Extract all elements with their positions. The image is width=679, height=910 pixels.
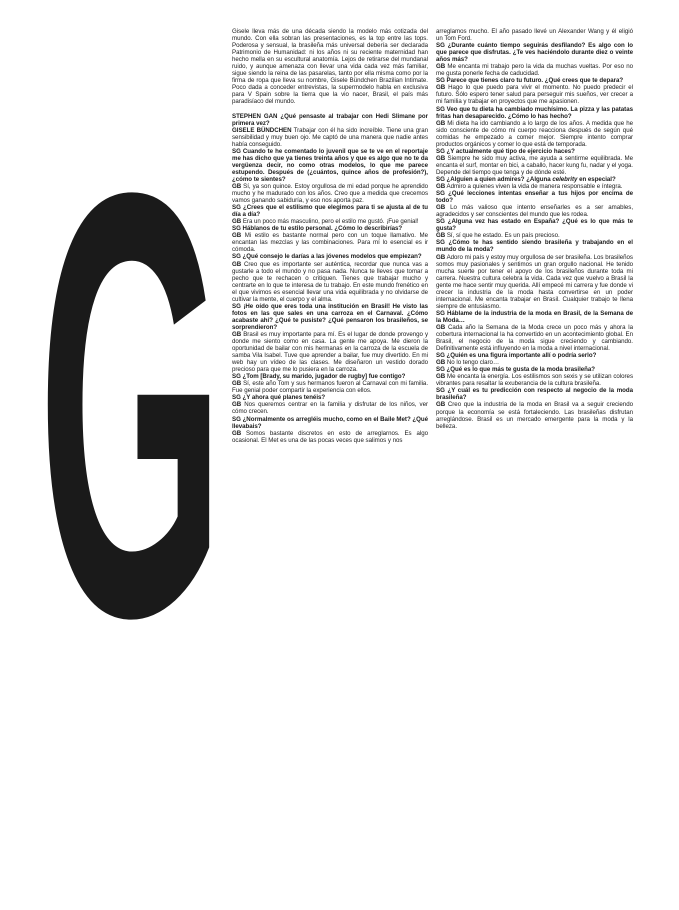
- question-text: Veo que tu dieta ha cambiado muchísimo. La pizza y las patatas fritas han desaparecido. ¿Cómo lo has hecho?: [436, 105, 633, 120]
- qa-question: [232, 225, 428, 232]
- qa-answer: [232, 380, 428, 394]
- qa-question: [436, 42, 633, 63]
- answer-text: Me encanta mi trabajo pero la vida da muchas vueltas. Por eso no me gusta ponerle fecha de caducidad.: [436, 63, 633, 78]
- qa-answer: [436, 63, 633, 77]
- speaker-initials: GB: [232, 401, 242, 409]
- answer-text: Sí, ya son quince. Estoy orgullosa de mi edad porque he aprendido mucho y he madurado con los años. Creo que a medida que crecemos vamos ganando sabiduría, y eso nos aporta paz.: [232, 182, 428, 205]
- speaker-initials: SG: [232, 253, 241, 261]
- qa-answer: [436, 155, 633, 176]
- question-text: Parece que tienes claro tu futuro. ¿Qué crees que te depara?: [446, 77, 624, 85]
- answer-text: Nos queremos centrar en la familia y disfrutar de los niños, ver cómo crecen.: [232, 401, 428, 416]
- speaker-initials: SG: [232, 147, 241, 155]
- qa-question: [436, 310, 633, 324]
- speaker-initials: SG: [436, 239, 445, 247]
- question-text: ¿Y ahora qué planes tenéis?: [242, 394, 326, 402]
- answer-text: Cada año la Semana de la Moda crece un poco más y ahora la cobertura internacional la ha convertido en un acontecimiento global. En Brasil, el negocio de la moda sigue creciendo y cambiando. Definitivamente está influyendo en la moda a nivel internacional.: [436, 323, 633, 353]
- answer-text: Brasil es muy importante para mí. Es el lugar de donde provengo y donde me siento como en casa. La gente me apoya. Me dieron la oportunidad de bailar con mis hermanas en la carroza de la escuela de samba Vila Isabel. Tuve que aprender a bailar, fue muy divertido. En mi web hay un vídeo de las clases. Me diseñaron un vestido dorado precioso para que me lo pusiera en la carroza.: [232, 330, 428, 374]
- speaker-initials: SG: [436, 366, 445, 374]
- qa-answer-continued: [436, 28, 633, 42]
- question-text: ¿Normalmente os arregléis mucho, como en el Baile Met? ¿Qué llevabais?: [232, 415, 428, 430]
- speaker-initials: SG: [232, 394, 241, 402]
- qa-answer: [232, 218, 428, 225]
- qa-question: [232, 253, 428, 260]
- question-text: ¿Qué consejo le darías a las jóvenes modelos que empiezan?: [242, 253, 422, 261]
- speaker-initials: GB: [232, 380, 242, 388]
- question-text-part-2: en especial?: [577, 175, 616, 183]
- speaker-initials: SG: [436, 387, 445, 395]
- qa-question: [232, 394, 428, 401]
- speaker-initials: GB: [232, 232, 242, 240]
- answer-text: arreglamos mucho. El año pasado llevé un Alexander Wang y él eligió un Tom Ford.: [436, 28, 633, 43]
- qa-answer: [436, 204, 633, 218]
- qa-answer: [436, 324, 633, 352]
- speaker-initials: GB: [436, 204, 446, 212]
- speaker-initials: GB: [436, 154, 446, 162]
- question-text: ¡He oído que eres toda una institución en Brasil! He visto las fotos en las que sales en una carroza en el Carnaval. ¿Cómo acabaste ahí? ¿Qué te pusiste? ¿Qué pensaron los brasileños, se sorprendieron?: [232, 302, 428, 331]
- speaker-initials: SG: [436, 147, 445, 155]
- qa-answer: [436, 183, 633, 190]
- answer-text: Creo que es importante ser auténtica, recordar que nunca vas a gustarle a todo el mundo y no pasa nada. Nunca te lleves que tomar a pecho que te rechacen o critiquen. Tienes que trabajar mucho y centrarte en lo que te interesa de tu trabajo. En este mundo frenético en el que vivimos es esencial llevar una vida equilibrada y no olvidarse de cultivar la mente, el cuerpo y el alma.: [232, 260, 428, 303]
- decorative-big-letter-g: [36, 30, 226, 630]
- speaker-initials: SG: [232, 373, 241, 381]
- answer-text: Me encanta la energía. Los estilismos son sexis y se utilizan colores vibrantes para resaltar la exuberancia de la cultura brasileña.: [436, 373, 633, 388]
- speaker-initials: STEPHEN GAN: [232, 112, 278, 120]
- qa-question: [436, 148, 633, 155]
- qa-answer: [436, 373, 633, 387]
- speaker-initials: GB: [232, 429, 242, 437]
- answer-text: Era un poco más masculino, pero el estilo me gustó. ¡Fue genial!: [242, 218, 419, 226]
- qa-question: [436, 106, 633, 120]
- qa-answer: [232, 232, 428, 253]
- qa-question: [232, 373, 428, 380]
- qa-answer: [436, 232, 633, 239]
- question-text: ¿Durante cuánto tiempo seguirás desfilando? Es algo con lo que parece que disfrutas. ¿Te ves haciéndolo durante diez o veinte años más?: [436, 42, 633, 64]
- speaker-initials: GB: [232, 330, 242, 338]
- question-text-italic: celebrity: [552, 175, 578, 183]
- qa-answer: [232, 331, 428, 373]
- answer-text: Sí, este año Tom y sus hermanos fueron al Carnaval con mi familia. Fue genial poder compartir la experiencia con ellos.: [232, 380, 428, 395]
- speaker-initials: SG: [436, 77, 445, 85]
- question-text: ¿Tom [Brady, su marido, jugador de rugby] fue contigo?: [242, 373, 406, 381]
- answer-text: Siempre he sido muy activa, me ayuda a sentirme equilibrada. Me encanta el surf, montar en bici, a caballo, hacer kung fu, nadar y el yoga. Depende del tiempo que tenga y de dónde esté.: [436, 154, 633, 176]
- answer-text: Mi estilo es bastante normal pero con un toque llamativo. Me encantan las mezclas y las combinaciones. Para mí lo esencial es ir cómoda.: [232, 232, 428, 254]
- question-text: ¿Qué es lo que más te gusta de la moda brasileña?: [446, 366, 596, 374]
- speaker-initials: SG: [436, 105, 445, 113]
- speaker-initials: GB: [436, 373, 446, 381]
- speaker-initials: SG: [436, 309, 445, 317]
- qa-answer: [436, 359, 633, 366]
- answer-text: Somos bastante discretos en esto de arreglarnos. Es algo ocasional. El Met es una de las pocas veces que salimos y nos: [232, 429, 428, 444]
- qa-question: [232, 148, 428, 183]
- question-text: ¿Alguna vez has estado en España? ¿Qué es lo que más te gusta?: [436, 218, 633, 233]
- qa-question: [436, 190, 633, 204]
- qa-question: [436, 176, 633, 183]
- qa-question: [232, 113, 428, 127]
- qa-question: [232, 303, 428, 331]
- speaker-initials: GB: [436, 183, 446, 191]
- question-text: Háblanos de tu estilo personal. ¿Cómo lo describirías?: [242, 225, 403, 233]
- qa-answer: [232, 430, 428, 444]
- speaker-initials: SG: [232, 225, 241, 233]
- speaker-initials: GISELE BÜNDCHEN: [232, 126, 292, 134]
- answer-text: Hago lo que puedo para vivir el momento. No puedo predecir el futuro. Sólo espero tener salud para perseguir mis sueños, ver crecer a mi familia y trabajar en proyectos que me apasionen.: [436, 84, 633, 106]
- qa-question: [436, 239, 633, 253]
- speaker-initials: SG: [436, 218, 445, 226]
- qa-question: [232, 204, 428, 218]
- big-letter-g-graphic: [36, 30, 226, 630]
- answer-text: Trabajar con él ha sido increíble. Tiene una gran sensibilidad y muy buen ojo. Me captó de una manera que nadie antes había conseguido.: [232, 126, 428, 148]
- speaker-initials: GB: [436, 232, 446, 240]
- question-text: Cuando te he comentado lo juvenil que se te ve en el reportaje me has dicho que ya tienes treinta años y que es algo que no te da vergüenza decir, no como otras modelos, lo que me parece estupendo. Después de (¿cuántos, quince años de profesión?), ¿cómo te sientes?: [232, 147, 428, 183]
- article-column-left: [232, 28, 428, 638]
- speaker-initials: GB: [436, 119, 446, 127]
- speaker-initials: GB: [436, 359, 446, 367]
- question-text: ¿Y actualmente qué tipo de ejercicio haces?: [446, 147, 575, 155]
- speaker-initials: GB: [436, 323, 446, 331]
- qa-answer: [436, 120, 633, 148]
- qa-question: [436, 77, 633, 84]
- answer-text: Creo que la industria de la moda en Brasil va a seguir creciendo porque la economía se está fortaleciendo. Las brasileñas disfrutan arreglándose. Brasil es un mercado emergente para la moda y la belleza.: [436, 401, 633, 430]
- question-text: Háblame de la industria de la moda en Brasil, de la Semana de la Moda…: [436, 309, 633, 324]
- answer-text: No lo tengo claro…: [446, 359, 500, 367]
- speaker-initials: SG: [436, 190, 445, 198]
- question-text: ¿Quién es una figura importante allí o podría serlo?: [446, 352, 597, 360]
- speaker-initials: GB: [436, 84, 446, 92]
- answer-text: Admiro a quienes viven la vida de manera responsable e íntegra.: [446, 183, 623, 191]
- answer-text: Mi dieta ha ido cambiando a lo largo de los años. A medida que he sido consciente de cómo mi cuerpo reacciona después de según qué comidas he empezado a comer mejor. Siempre intento comprar productos orgánicos y comer lo que está de temporada.: [436, 119, 633, 148]
- speaker-initials: GB: [232, 218, 242, 226]
- qa-answer: [232, 401, 428, 415]
- speaker-initials: GB: [436, 253, 446, 261]
- speaker-initials: GB: [232, 260, 242, 268]
- speaker-initials: GB: [436, 401, 446, 409]
- speaker-initials: SG: [436, 175, 445, 183]
- article-column-right: [436, 28, 633, 638]
- qa-question: [436, 352, 633, 359]
- qa-answer: [436, 254, 633, 310]
- speaker-initials: GB: [232, 182, 242, 190]
- article-intro: Gisele lleva más de una década siendo la modelo más cotizada del mundo. Con ella sobran las presentaciones, es la top entre las tops. Poderosa y sensual, la brasileña más universal debería ser declarada Patrimonio de Humanidad: ni los años ni su reciente maternidad han hecho mella en su escultural anatomía. Lejos de retirarse del mundanal ruido, y aunque amenaza con llevar una vida cada vez más familiar, sigue siendo la reina de las pasarelas, tanto por ella misma como por la firma de ropa que lleva su nombre, Gisele Bündchen Brazilian Intimate. Poco dada a conceder entrevistas, la supermodelo habla en exclusiva para V Spain sobre la tierra que la vio nacer, Brasil, el país más paradisíaco del mundo.: [232, 28, 428, 106]
- qa-question: [436, 366, 633, 373]
- speaker-initials: SG: [232, 415, 241, 423]
- speaker-initials: SG: [436, 352, 445, 360]
- speaker-initials: SG: [436, 42, 445, 50]
- qa-question: [436, 387, 633, 401]
- qa-answer: [436, 84, 633, 105]
- answer-text: Lo más valioso que intento enseñarles es a ser amables, agradecidos y ser conscientes del mundo que les rodea.: [436, 204, 633, 219]
- qa-question: [436, 218, 633, 232]
- qa-answer: [232, 261, 428, 303]
- qa-question: [232, 416, 428, 430]
- answer-text: Sí, sí que he estado. Es un país precioso.: [446, 232, 560, 240]
- question-text: ¿Y cuál es tu predicción con respecto al negocio de la moda brasileña?: [436, 387, 633, 402]
- qa-answer: [232, 183, 428, 204]
- speaker-initials: SG: [232, 204, 241, 212]
- speaker-initials: SG: [232, 302, 241, 310]
- question-text: ¿Qué pensaste al trabajar con Hedi Slimane por primera vez?: [232, 112, 428, 127]
- big-letter-g-glyph: G: [37, 67, 224, 630]
- question-text: ¿Cómo te has sentido siendo brasileña y trabajando en el mundo de la moda?: [436, 239, 633, 254]
- question-text: ¿Crees que el estilismo que elegimos para ti se ajusta al de tu día a día?: [232, 204, 428, 219]
- question-text-part-1: ¿Alguien a quien admires? ¿Alguna: [446, 175, 553, 183]
- question-text: ¿Qué lecciones intentas enseñar a tus hijos por encima de todo?: [436, 190, 633, 205]
- answer-text: Adoro mi país y estoy muy orgullosa de ser brasileña. Los brasileños somos muy pasionales y sentimos un gran orgullo nacional. He tenido mucha suerte por tener el apoyo de los brasileños durante toda mi carrera. Nuestra cultura celebra la vida. Cada vez que vuelvo a Brasil la gente me hace sentir muy querida. Allí empecé mi carrera y fue donde vi crecer la industria de la moda hasta convertirse en un poder internacional. Me encanta trabajar en Brasil. Cualquier trabajo te llena siempre de entusiasmo.: [436, 253, 633, 310]
- speaker-initials: GB: [436, 63, 446, 71]
- qa-answer: [232, 127, 428, 148]
- qa-answer: [436, 401, 633, 429]
